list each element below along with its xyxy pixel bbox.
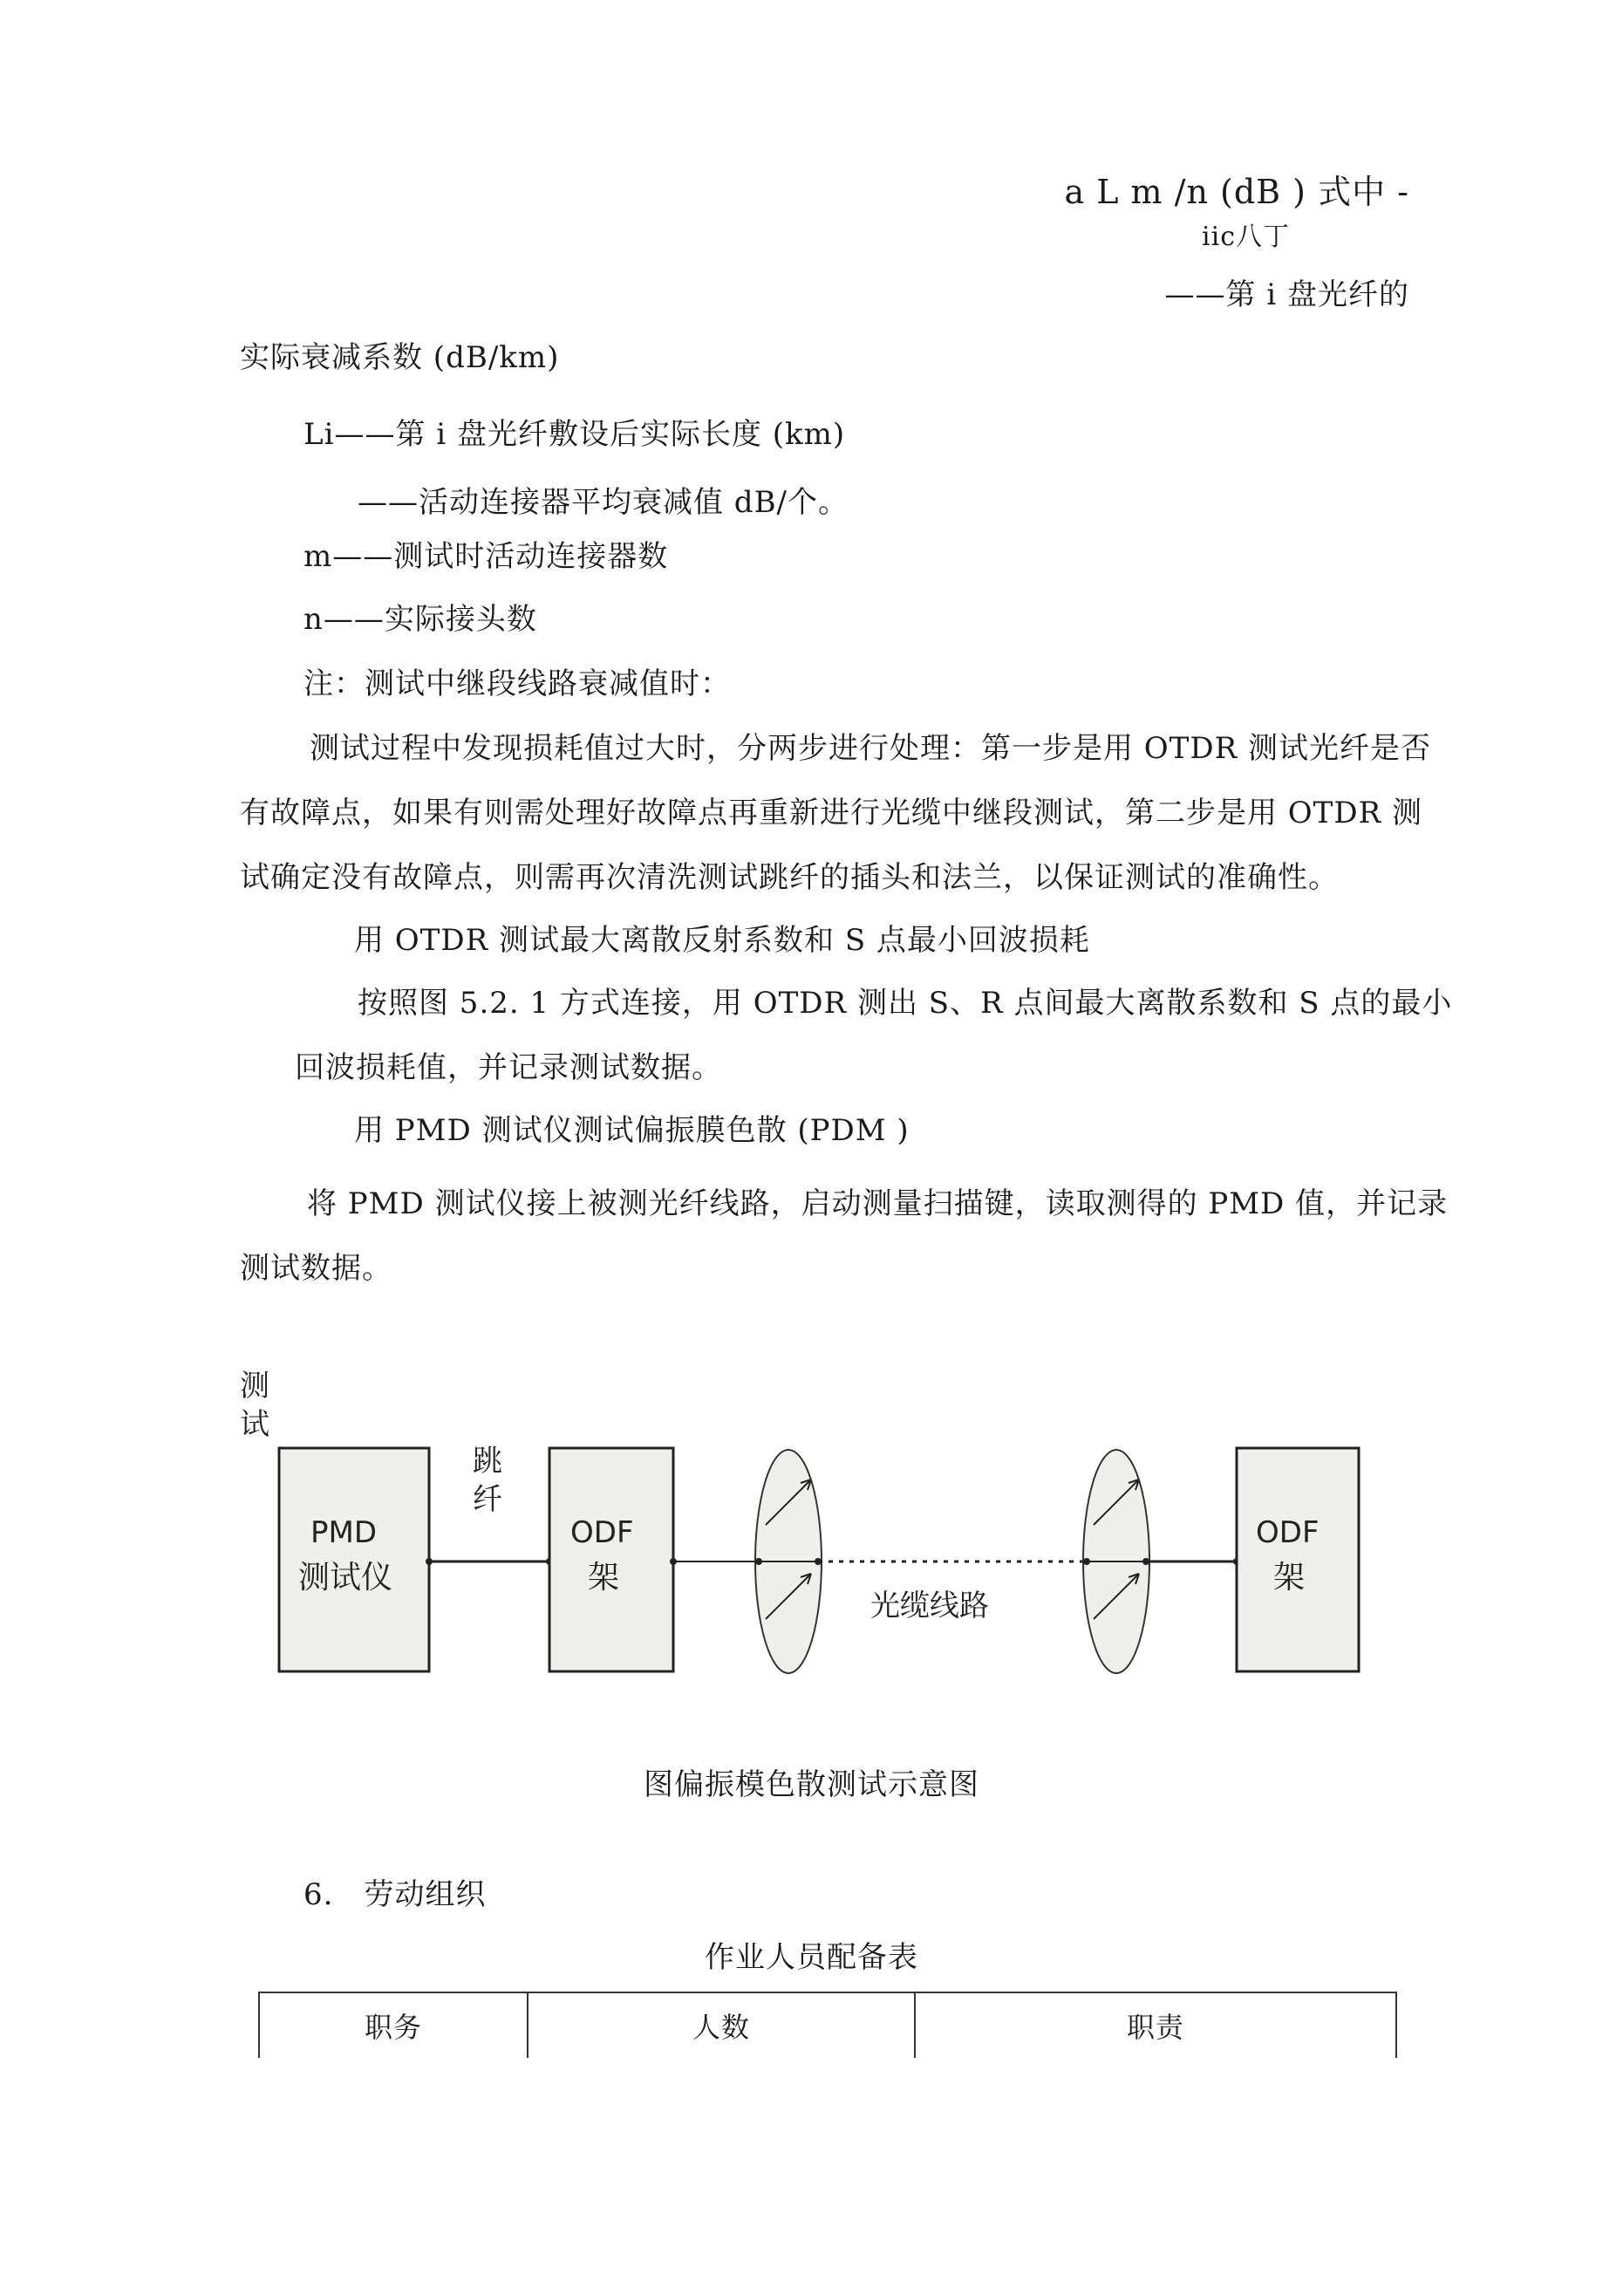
paragraph-1: 实际衰减系数 (dB/km) — [240, 340, 560, 375]
table-title: 作业人员配备表 — [705, 1940, 918, 1975]
test-label-1: 测 — [240, 1369, 269, 1404]
formula-line-3: ——第 i 盘光纤的 — [1164, 277, 1409, 312]
paragraph-4: m——测试时活动连接器数 — [303, 539, 669, 574]
paragraph-2: Li——第 i 盘光纤敷设后实际长度 (km) — [303, 417, 846, 452]
paragraph-11b: 测试数据。 — [240, 1251, 392, 1286]
formula-line-2: iic八丁 — [1202, 222, 1290, 252]
junction-dot — [426, 1558, 433, 1565]
odf-right-line-1: ODF — [1256, 1515, 1320, 1550]
paragraph-5: n——实际接头数 — [303, 602, 537, 637]
paragraph-10: 用 PMD 测试仪测试偏振膜色散 (PDM ) — [354, 1113, 910, 1148]
jumper-label-1: 跳 — [473, 1444, 502, 1479]
paragraph-7b: 有故障点，如果有则需处理好故障点再重新进行光缆中继段测试，第二步是用 OTDR 测 — [240, 796, 1423, 830]
pmd-line-1: PMD — [310, 1515, 378, 1550]
paragraph-8: 用 OTDR 测试最大离散反射系数和 S 点最小回波损耗 — [354, 923, 1090, 958]
table-header-cell: 职务 — [259, 1992, 528, 2058]
paragraph-3: ——活动连接器平均衰减值 dB/个。 — [358, 485, 849, 520]
paragraph-9b: 回波损耗值，并记录测试数据。 — [295, 1050, 722, 1085]
staffing-table — [258, 1992, 1397, 2058]
table-header-row — [259, 1992, 1396, 2058]
paragraph-9a: 按照图 5.2. 1 方式连接，用 OTDR 测出 S、R 点间最大离散系数和 S 点的最小 — [358, 986, 1453, 1021]
test-label-2: 试 — [240, 1407, 269, 1442]
odf-left-line-1: ODF — [570, 1515, 634, 1550]
table-header-cell: 职责 — [915, 1992, 1396, 2058]
pmd-test-diagram — [235, 1361, 1422, 1727]
cable-label: 光缆线路 — [870, 1589, 989, 1623]
junction-dot — [670, 1558, 677, 1565]
junction-dot — [755, 1558, 762, 1565]
paragraph-7a: 测试过程中发现损耗值过大时，分两步进行处理：第一步是用 OTDR 测试光纤是否 — [310, 731, 1432, 766]
paragraph-7c: 试确定没有故障点，则需再次清洗测试跳纤的插头和法兰，以保证测试的准确性。 — [240, 860, 1339, 895]
diagram-caption: 图偏振模色散测试示意图 — [644, 1767, 979, 1802]
jumper-label-2: 纤 — [473, 1482, 502, 1517]
junction-dot — [1083, 1558, 1090, 1565]
odf-right-line-2: 架 — [1273, 1560, 1306, 1596]
section-6-heading: 6. 劳动组织 — [303, 1877, 487, 1912]
paragraph-6: 注：测试中继段线路衰减值时： — [303, 666, 731, 701]
formula-line-1: a L m /n (dB ) 式中 - — [1064, 173, 1409, 211]
odf-left-line-2: 架 — [588, 1560, 620, 1596]
pmd-line-2: 测试仪 — [298, 1560, 393, 1596]
table-header-cell: 人数 — [528, 1992, 915, 2058]
paragraph-11a: 将 PMD 测试仪接上被测光纤线路，启动测量扫描键，读取测得的 PMD 值，并记录 — [307, 1186, 1449, 1221]
